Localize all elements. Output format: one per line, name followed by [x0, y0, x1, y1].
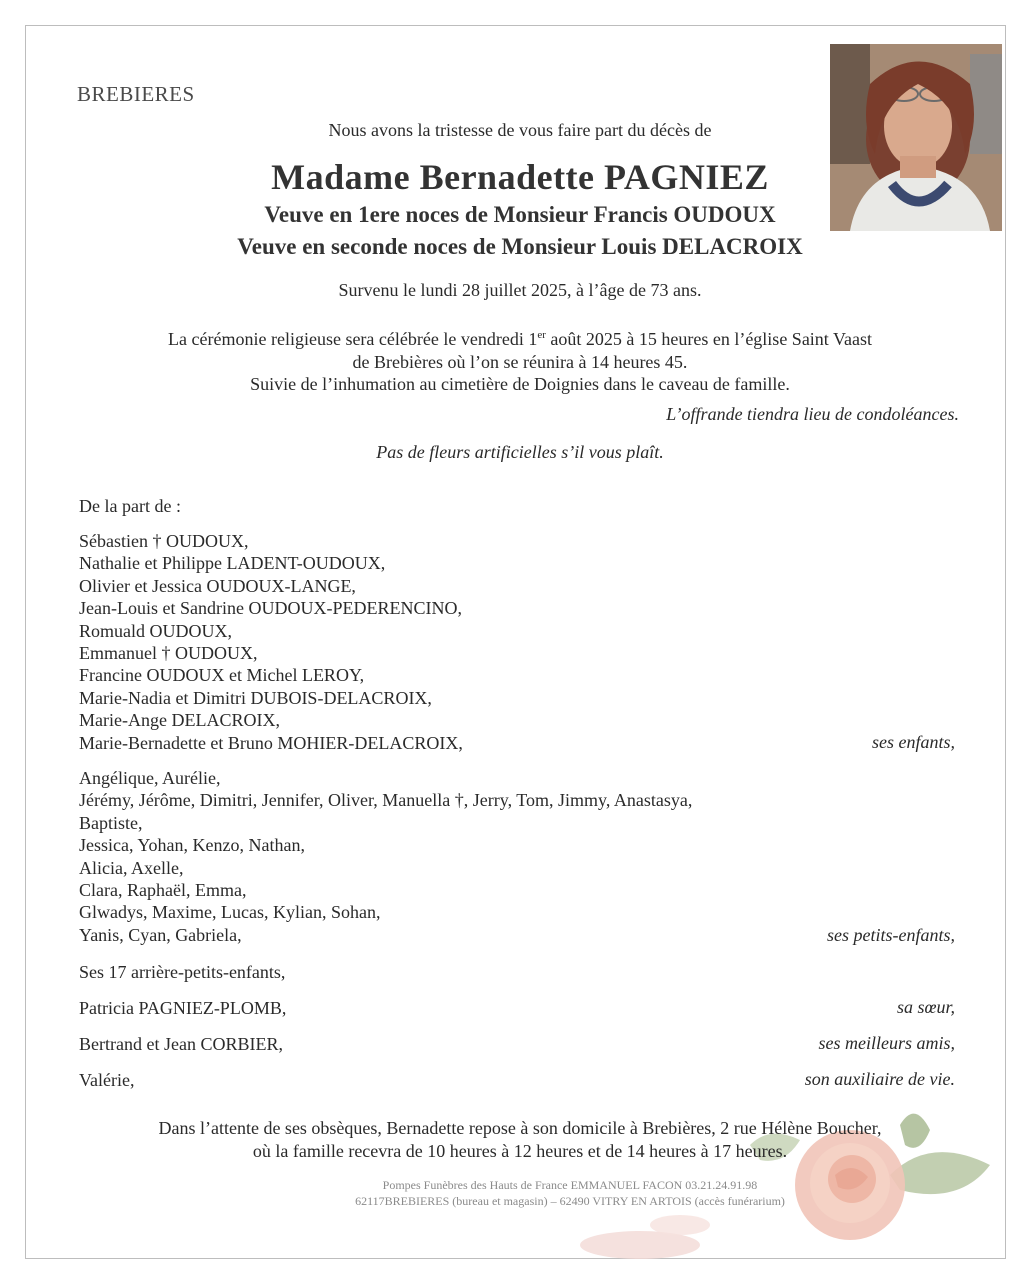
children-list	[79, 530, 463, 754]
list-item: Marie-Ange DELACROIX,	[79, 710, 280, 731]
no-flowers-note: Pas de fleurs artificielles s’il vous plaît.	[376, 442, 664, 462]
list-item: Jean-Louis et Sandrine OUDOUX-PEDERENCINO,	[79, 598, 462, 619]
rest-notice-line-1: Dans l’attente de ses obsèques, Bernadette repose à son domicile à Brebières, 2 rue Hélène Boucher,	[158, 1118, 882, 1138]
list-item: Jessica, Yohan, Kenzo, Nathan,	[79, 835, 305, 856]
list-item: Marie-Bernadette et Bruno MOHIER-DELACROIX,	[79, 732, 463, 753]
list-item: Alicia, Axelle,	[79, 857, 184, 878]
funeral-home-line-1: Pompes Funèbres des Hauts de France EMMANUEL FACON 03.21.24.91.98	[382, 1178, 758, 1192]
ceremony-info	[30, 324, 1010, 396]
list-item: Francine OUDOUX et Michel LEROY,	[79, 665, 365, 686]
list-item: Clara, Raphaël, Emma,	[79, 880, 247, 901]
from-label: De la part de :	[79, 496, 181, 516]
death-info: Survenu le lundi 28 juillet 2025, à l’âge de 73 ans.	[338, 280, 702, 300]
widow-line-first: Veuve en 1ere noces de Monsieur Francis OUDOUX	[264, 202, 776, 227]
helper-name: Valérie,	[79, 1070, 135, 1090]
list-item: Emmanuel † OUDOUX,	[79, 643, 258, 664]
ceremony-line-3: Suivie de l’inhumation au cimetière de Doignies dans le caveau de famille.	[250, 374, 790, 394]
list-item: Baptiste,	[79, 812, 143, 833]
funeral-home-line-2: 62117BREBIERES (bureau et magasin) – 62490 VITRY EN ARTOIS (accès funérarium)	[355, 1194, 785, 1208]
list-item: Marie-Nadia et Dimitri DUBOIS-DELACROIX,	[79, 687, 432, 708]
list-item: Yanis, Cyan, Gabriela,	[79, 924, 242, 945]
sister-relation: sa sœur,	[896, 997, 955, 1017]
grandchildren-list	[79, 767, 692, 946]
children-relation: ses enfants,	[872, 732, 955, 752]
list-item: Romuald OUDOUX,	[79, 620, 232, 641]
deceased-name: Madame Bernadette PAGNIEZ	[271, 157, 769, 197]
list-item: Sébastien † OUDOUX,	[79, 531, 249, 551]
offering-note: L’offrande tiendra lieu de condoléances.	[666, 404, 959, 424]
sister-name: Patricia PAGNIEZ-PLOMB,	[79, 998, 287, 1018]
widow-line-second: Veuve en seconde noces de Monsieur Louis DELACROIX	[237, 234, 803, 259]
list-item: Angélique, Aurélie,	[79, 768, 221, 788]
list-item: Glwadys, Maxime, Lucas, Kylian, Sohan,	[79, 902, 381, 923]
announcement-intro: Nous avons la tristesse de vous faire part du décès de	[328, 120, 712, 140]
list-item: Olivier et Jessica OUDOUX-LANGE,	[79, 575, 356, 596]
town-heading: BREBIERES	[77, 82, 195, 106]
friends-relation: ses meilleurs amis,	[818, 1033, 955, 1053]
ceremony-line-1: La cérémonie religieuse sera célébrée le vendredi 1er août 2025 à 15 heures en l’église Saint Vaast	[168, 329, 872, 349]
rest-notice	[30, 1117, 1010, 1162]
list-item: Nathalie et Philippe LADENT-OUDOUX,	[79, 553, 386, 574]
great-grandchildren-line: Ses 17 arrière-petits-enfants,	[79, 962, 286, 982]
list-item: Jérémy, Jérôme, Dimitri, Jennifer, Oliver, Manuella †, Jerry, Tom, Jimmy, Anastasya,	[79, 790, 693, 811]
friends-name: Bertrand et Jean CORBIER,	[79, 1034, 283, 1054]
helper-relation: son auxiliaire de vie.	[804, 1069, 955, 1089]
ceremony-line-2: de Brebières où l’on se réunira à 14 heures 45.	[352, 351, 688, 372]
grandchildren-relation: ses petits-enfants,	[827, 925, 955, 945]
rest-notice-line-2: où la famille recevra de 10 heures à 12 heures et de 14 heures à 17 heures.	[252, 1140, 788, 1161]
